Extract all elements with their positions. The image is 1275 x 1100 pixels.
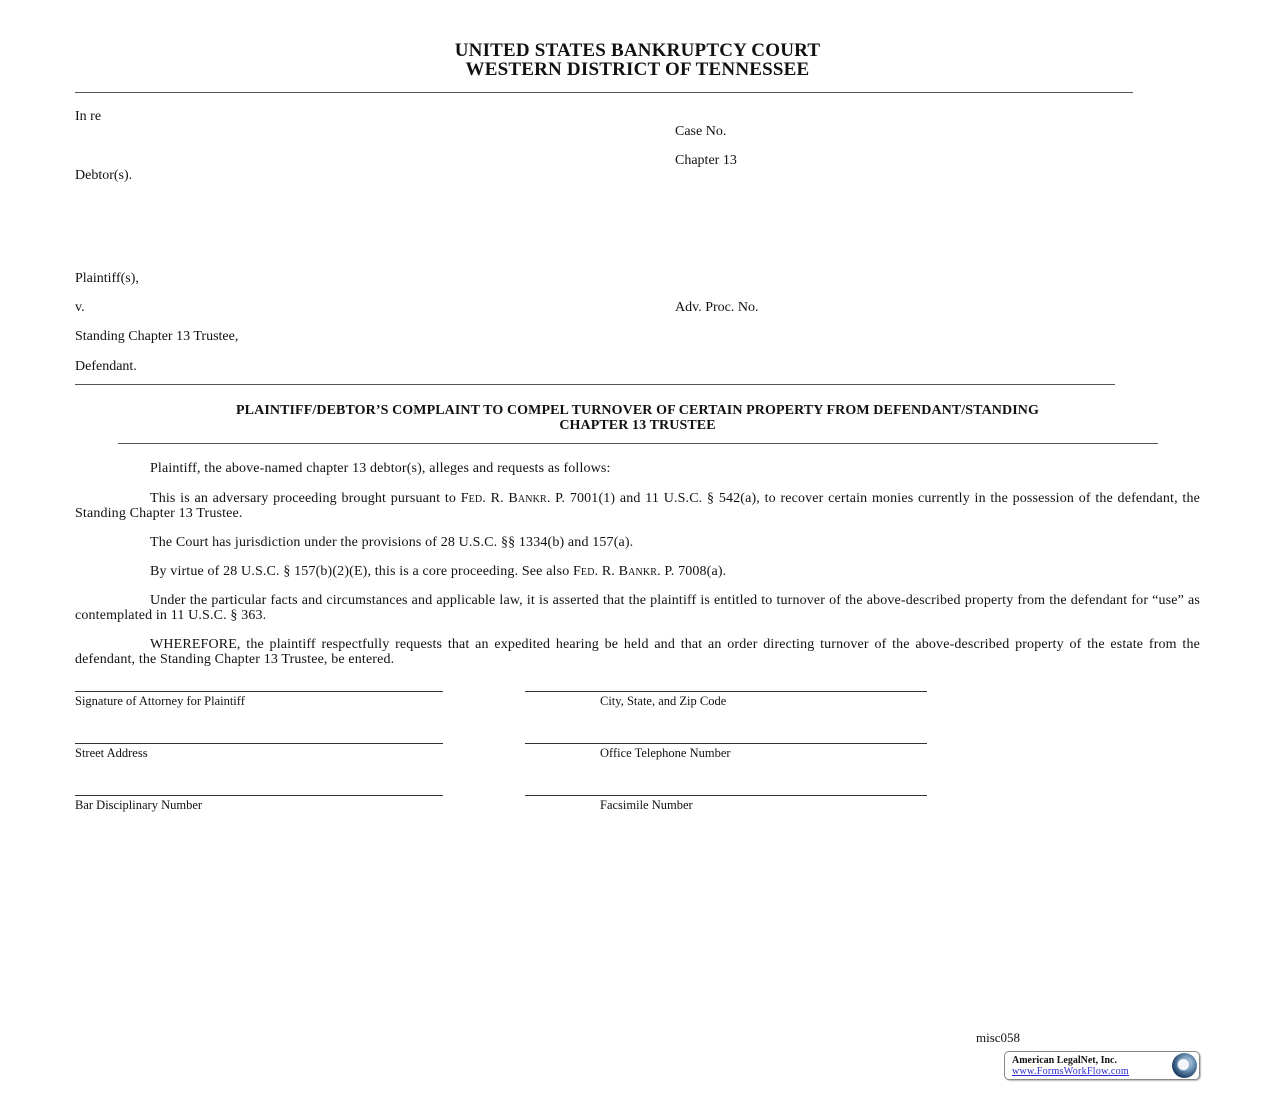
plaintiffs-label: Plaintiff(s), (75, 271, 139, 286)
signature-label-city-state-zip: City, State, and Zip Code (600, 694, 727, 708)
form-id: misc058 (976, 1030, 1021, 1045)
paragraph-intro: Plaintiff, the above-named chapter 13 debtor(s), alleges and requests as follows: (150, 461, 611, 476)
versus-label: v. (75, 300, 85, 315)
document-title-line-1: PLAINTIFF/DEBTOR’S COMPLAINT TO COMPEL TURNOVER OF CERTAIN PROPERTY FROM DEFENDANT/STANDING (236, 403, 1039, 418)
paragraph-jurisdiction: The Court has jurisdiction under the provisions of 28 U.S.C. §§ 1334(b) and 157(a). (150, 535, 634, 550)
globe-logo-icon (1172, 1053, 1197, 1078)
paragraph-adversary-proceeding: This is an adversary proceeding brought pursuant to Fed. R. Bankr. P. 7001(1) and 11 U.S.C. § 542(a), to recover certain monies currently in the possession of the defendant, the Standing Chapter 13 Trustee. (75, 491, 1200, 521)
defendant-label: Defendant. (75, 359, 137, 374)
in-re-label: In re (75, 109, 102, 124)
paragraph-turnover-entitlement: Under the particular facts and circumstances and applicable law, it is asserted that the plaintiff is entitled to turnover of the above-described property from the defendant for “use” as contemplated in 11 U.S.C. § 363. (75, 593, 1200, 623)
court-district: WESTERN DISTRICT OF TENNESSEE (465, 59, 810, 80)
signature-line-telephone[interactable] (525, 743, 927, 744)
signature-line-facsimile[interactable] (525, 795, 927, 796)
publisher-badge[interactable] (1004, 1051, 1200, 1080)
signature-label-attorney: Signature of Attorney for Plaintiff (75, 694, 245, 708)
paragraph-wherefore: WHEREFORE, the plaintiff respectfully requests that an expedited hearing be held and that an order directing turnover of the above-described property of the estate from the defendant, the Standing Chapter 13 Trustee, be entered. (75, 637, 1200, 667)
publisher-name: American LegalNet, Inc. (1012, 1055, 1117, 1066)
signature-label-facsimile: Facsimile Number (600, 798, 693, 812)
rule-citation: Fed. R. Bankr. P. (460, 491, 566, 506)
signature-label-street-address: Street Address (75, 746, 148, 760)
rule-citation: Fed. R. Bankr. P. (573, 564, 675, 579)
signature-label-bar-number: Bar Disciplinary Number (75, 798, 203, 812)
signature-line-street-address[interactable] (75, 743, 443, 744)
caption-divider (75, 384, 1115, 385)
title-divider (118, 443, 1158, 444)
publisher-link[interactable]: www.FormsWorkFlow.com (1012, 1066, 1129, 1077)
defendant-name: Standing Chapter 13 Trustee, (75, 329, 239, 344)
case-number-label: Case No. (675, 124, 727, 139)
signature-line-city-state-zip[interactable] (525, 691, 927, 692)
header-divider (75, 92, 1133, 93)
court-name: UNITED STATES BANKRUPTCY COURT (454, 40, 821, 61)
signature-label-telephone: Office Telephone Number (600, 746, 731, 760)
paragraph-core-proceeding: By virtue of 28 U.S.C. § 157(b)(2)(E), this is a core proceeding. See also Fed. R. Bankr. P. 7008(a). (150, 564, 727, 579)
debtors-label: Debtor(s). (75, 168, 133, 183)
adv-proc-number-label: Adv. Proc. No. (675, 300, 759, 315)
chapter-label: Chapter 13 (675, 153, 737, 168)
signature-line-attorney[interactable] (75, 691, 443, 692)
signature-line-bar-number[interactable] (75, 795, 443, 796)
document-title-line-2: CHAPTER 13 TRUSTEE (559, 418, 716, 433)
